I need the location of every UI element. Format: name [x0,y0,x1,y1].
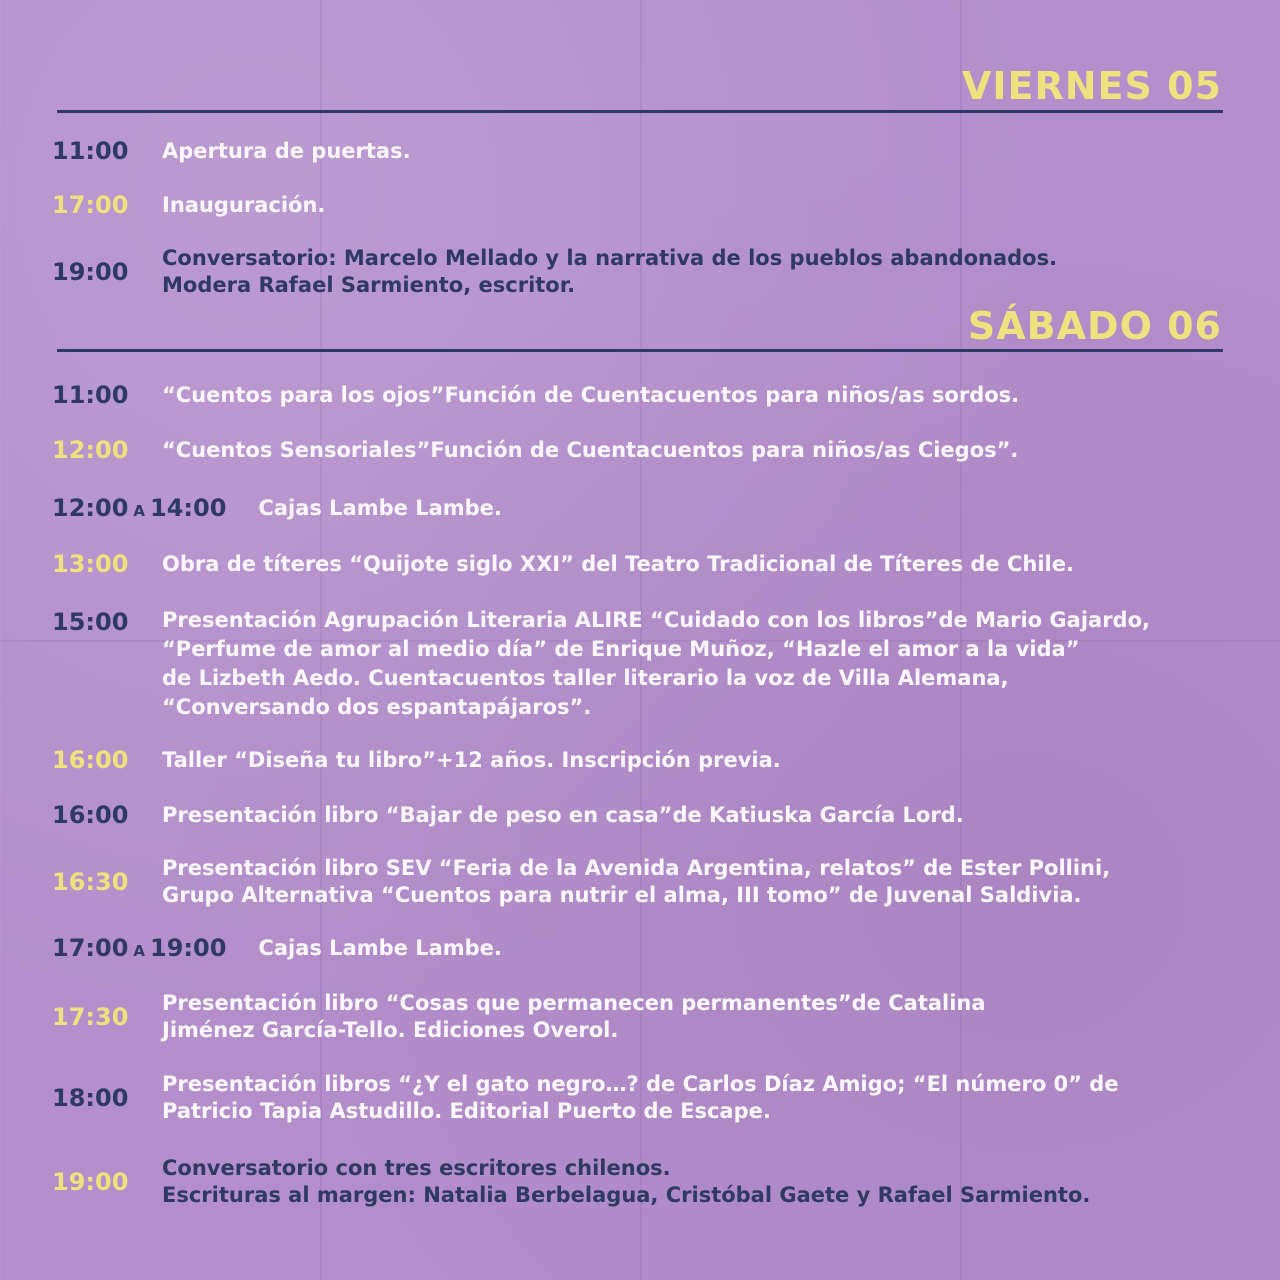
event-time-start: 17:00 [52,934,129,962]
event-row [52,494,502,522]
event-row [52,436,1018,464]
event-description: Cajas Lambe Lambe. [258,495,502,520]
event-row [52,1071,1119,1125]
event-row [52,746,781,774]
event-description: “Cuentos para los ojos”Función de Cuentacuentos para niños/as sordos. [162,382,1020,407]
event-description: Presentación Agrupación Literaria ALIRE “Cuidado con los libros”de Mario Gajardo, “Perfume de amor al medio día” de Enrique Muñoz, “Hazle el amor a la vida” de Lizbeth Aedo. Cuentacuentos taller literario la voz de Villa Alemana, “Conversando dos espantapájaros”. [162,608,1150,719]
event-description: Apertura de puertas. [162,138,411,163]
event-time: 19:00 [52,258,129,286]
event-row [52,550,1074,578]
event-description: Conversatorio: Marcelo Mellado y la narrativa de los pueblos abandonados. Modera Rafael Sarmiento, escritor. [162,246,1058,297]
event-time-end: 14:00 [150,494,227,522]
event-row [52,855,1110,909]
event-description: Inauguración. [162,192,326,217]
event-time-separator: A [133,502,146,520]
event-time: 18:00 [52,1084,129,1112]
event-time: 13:00 [52,550,129,578]
event-description: Presentación libro SEV “Feria de la Avenida Argentina, relatos” de Ester Pollini, Grupo Alternativa “Cuentos para nutrir el alma, III tomo” de Juvenal Saldivia. [162,856,1111,907]
event-row [52,606,1150,722]
event-time-separator: A [133,942,146,960]
event-time-range [52,934,226,962]
event-row [52,934,502,962]
event-row [52,381,1019,409]
event-time: 11:00 [52,137,129,165]
event-time: 12:00 [52,436,129,464]
event-row [52,137,411,165]
event-time-start: 12:00 [52,494,129,522]
day-title-viernes: VIERNES 05 [961,64,1222,108]
event-description: “Cuentos Sensoriales”Función de Cuentacuentos para niños/as Ciegos”. [162,437,1019,462]
event-row [52,245,1057,299]
event-row [52,191,325,219]
event-time: 15:00 [52,608,129,636]
divider-viernes [57,110,1223,113]
event-description: Presentación libros “¿Y el gato negro…? de Carlos Díaz Amigo; “El número 0” de Patricio Tapia Astudillo. Editorial Puerto de Escape. [162,1072,1119,1123]
event-time: 11:00 [52,381,129,409]
event-row [52,1155,1090,1209]
event-description: Obra de títeres “Quijote siglo XXI” del Teatro Tradicional de Títeres de Chile. [162,551,1074,576]
event-description: Presentación libro “Bajar de peso en casa”de Katiuska García Lord. [162,802,964,827]
event-time: 16:00 [52,801,129,829]
event-time: 16:00 [52,746,129,774]
divider-sabado [57,349,1223,352]
event-row [52,990,986,1044]
event-description: Conversatorio con tres escritores chilenos. Escrituras al margen: Natalia Berbelagua, Cristóbal Gaete y Rafael Sarmiento. [162,1156,1091,1207]
event-description: Taller “Diseña tu libro”+12 años. Inscripción previa. [162,747,781,772]
event-time-range [52,494,226,522]
event-description: Cajas Lambe Lambe. [258,935,502,960]
event-time-end: 19:00 [150,934,227,962]
event-time: 17:00 [52,191,129,219]
event-time: 16:30 [52,868,129,896]
event-description: Presentación libro “Cosas que permanecen permanentes”de Catalina Jiménez García-Tello. Ediciones Overol. [162,991,986,1042]
event-time: 17:30 [52,1003,129,1031]
day-title-sabado: SÁBADO 06 [967,304,1222,348]
event-row [52,801,964,829]
event-time: 19:00 [52,1168,129,1196]
